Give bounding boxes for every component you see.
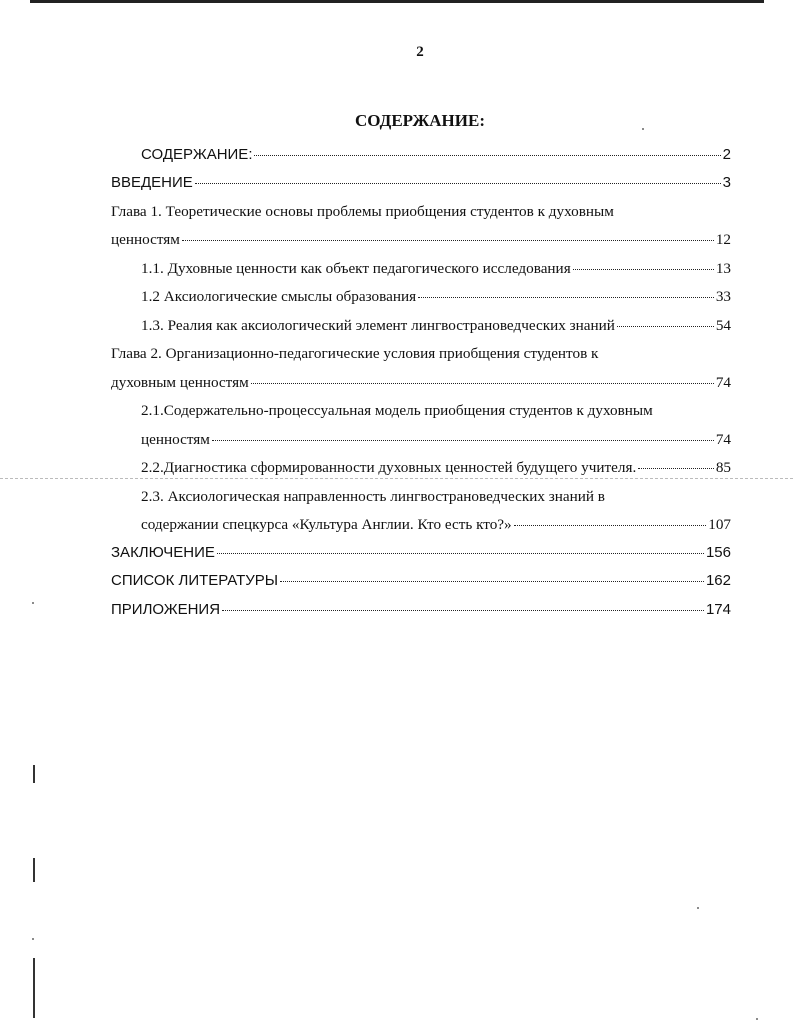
toc-entry-text: ценностям	[111, 231, 180, 248]
toc-entry-text: ценностям	[141, 431, 210, 448]
scan-artifact-line	[0, 478, 793, 479]
toc-entry-chapter-2-cont[interactable]	[111, 372, 731, 394]
toc-entry-1-3[interactable]	[141, 315, 731, 337]
toc-entry-page: 74	[715, 374, 731, 391]
toc-entry-text: 2.3. Аксиологическая направленность лингвострановедческих знаний в	[141, 488, 605, 505]
toc-title: СОДЕРЖАНИЕ:	[354, 111, 485, 130]
toc-entry-text: 1.3. Реалия как аксиологический элемент лингвострановедческих знаний	[141, 317, 615, 334]
dot-leader	[280, 581, 704, 582]
toc-entry-page: 107	[708, 516, 731, 533]
toc-entry-text: Глава 1. Теоретические основы проблемы приобщения студентов к духовным	[111, 203, 614, 220]
toc-entry-references[interactable]	[111, 570, 731, 592]
dot-leader	[418, 297, 714, 298]
toc-entry-page: 174	[705, 601, 731, 618]
dot-leader	[617, 326, 714, 327]
dot-leader	[638, 468, 714, 469]
toc-entry-text: 2.1.Содержательно-процессуальная модель приобщения студентов к духовным	[141, 402, 653, 419]
toc-entry-conclusion[interactable]	[111, 542, 731, 564]
dot-leader	[251, 383, 714, 384]
toc-entry-text: Глава 2. Организационно-педагогические условия приобщения студентов к	[111, 345, 599, 362]
dot-leader	[222, 610, 704, 611]
scan-speck	[642, 128, 644, 130]
toc-entry-text: 1.1. Духовные ценности как объект педагогического исследования	[141, 260, 571, 277]
toc-entry-chapter-1[interactable]	[111, 201, 731, 223]
toc-entry-chapter-1-cont[interactable]	[111, 229, 731, 251]
toc-entry-page: 12	[715, 231, 731, 248]
toc-entry-text: духовным ценностям	[111, 374, 249, 391]
page-number: 2	[416, 44, 424, 60]
toc-entry-text: 1.2 Аксиологические смыслы образования	[141, 288, 417, 305]
toc-entry-text: содержании спецкурса «Культура Англии. Кто есть кто?»	[141, 516, 512, 533]
toc-entry-contents[interactable]	[141, 144, 731, 166]
toc-entry-2-3[interactable]	[141, 486, 731, 508]
top-border-line	[30, 0, 764, 3]
dot-leader	[212, 440, 714, 441]
scan-margin-mark	[33, 958, 35, 1018]
toc-entry-text: СПИСОК ЛИТЕРАТУРЫ	[111, 572, 279, 589]
toc-entry-page: 2	[722, 146, 731, 163]
toc-entry-1-2[interactable]	[141, 286, 731, 308]
toc-entry-page: 156	[705, 544, 731, 561]
toc-entry-page: 54	[715, 317, 731, 334]
dot-leader	[182, 240, 714, 241]
toc-entry-1-1[interactable]	[141, 258, 731, 280]
toc-entry-page: 33	[715, 288, 731, 305]
toc-entry-page: 162	[705, 572, 731, 589]
toc-entry-page: 3	[722, 174, 731, 191]
dot-leader	[514, 525, 707, 526]
scan-speck	[697, 907, 699, 909]
toc-entry-introduction[interactable]	[111, 172, 731, 194]
toc-entry-text: ВВЕДЕНИЕ	[111, 174, 193, 191]
dot-leader	[217, 553, 704, 554]
dot-leader	[254, 155, 720, 156]
toc-entry-text: ЗАКЛЮЧЕНИЕ	[111, 544, 215, 561]
toc-entry-chapter-2[interactable]	[111, 343, 731, 365]
scan-speck	[32, 938, 34, 940]
toc-entry-2-3-cont[interactable]	[141, 514, 731, 536]
toc-entry-page: 85	[715, 459, 731, 476]
toc-entry-page: 74	[715, 431, 731, 448]
scan-speck	[756, 1018, 758, 1020]
scan-speck	[32, 602, 34, 604]
toc-entry-text: СОДЕРЖАНИЕ:	[141, 146, 253, 163]
toc-entry-2-2[interactable]	[141, 457, 731, 479]
dot-leader	[573, 269, 714, 270]
toc-entry-appendices[interactable]	[111, 599, 731, 621]
toc-entry-2-1[interactable]	[141, 400, 731, 422]
scan-margin-mark	[33, 858, 35, 882]
toc-entry-page: 13	[715, 260, 731, 277]
dot-leader	[195, 183, 721, 184]
toc-entry-text: ПРИЛОЖЕНИЯ	[111, 601, 221, 618]
toc-entry-2-1-cont[interactable]	[141, 429, 731, 451]
scan-margin-mark	[33, 765, 35, 783]
toc-entry-text: 2.2.Диагностика сформированности духовных ценностей будущего учителя.	[141, 459, 637, 476]
